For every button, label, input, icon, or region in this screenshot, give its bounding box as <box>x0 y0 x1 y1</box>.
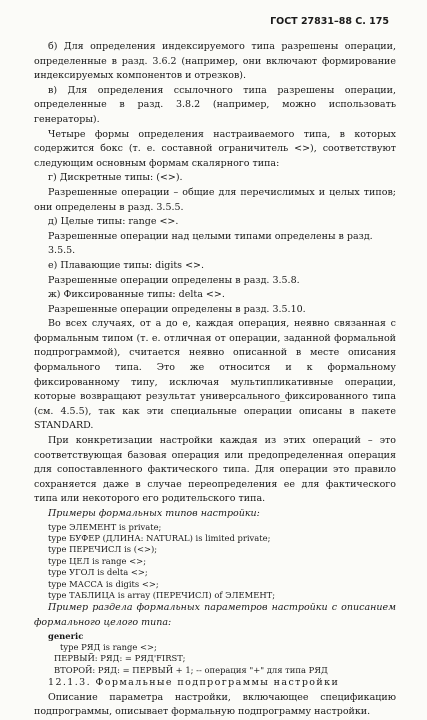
body-text <box>34 40 396 720</box>
example-heading: Пример раздела формальных параметров настройки с описанием формального целого типа: <box>34 602 396 629</box>
section-heading: 12.1.3. Формальные подпрограммы настройки <box>48 677 340 689</box>
paragraph-forms: Четыре формы определения настраиваемого типа, в которых содержится бокс (т. е. составной ограничитель <>), соответствуют следующим основным формам скалярного типа: <box>34 128 396 169</box>
code-generic: generic <box>48 630 84 641</box>
paragraph-all-cases: Во всех случаях, от а до е, каждая операция, неявно связанная с формальным типом (т. е. отличная от операции, заданной формальной подпрограммой), считается неявно описанной в месте описания формального типа. Это же относится и к формальному фиксированному типу, исключая мультипликативные операции, которые возвращают результат универсального_фиксированного типа (см. 4.5.5), так как эти специальные операции описаны в пакете STANDARD. <box>34 318 396 432</box>
page-header: ГОСТ 27831–88 С. 175 <box>270 16 389 27</box>
code-line: type БУФЕР (ДЛИНА: NATURAL) is limited private; <box>48 533 271 543</box>
paragraph-v: в) Для определения ссылочного типа разрешены операции, определенные в разд. 3.8.2 (например, можно использовать генераторы). <box>34 84 396 125</box>
code-line: type УГОЛ is delta <>; <box>48 567 148 578</box>
item-e: е) Плавающие типы: digits <>. <box>48 259 205 271</box>
item-g-ops: Разрешенные операции – общие для перечислимых и целых типов; они определены в разд. 3.5.5. <box>34 186 396 213</box>
code-line: type ТАБЛИЦА is array (ПЕРЕЧИСЛ) of ЭЛЕМЕНТ; <box>48 590 276 601</box>
code-line: type ЦЕЛ is range <>; <box>48 555 147 566</box>
item-e-ops: Разрешенные операции определены в разд. 3.5.8. <box>48 274 300 286</box>
code-line: type РЯД is range <>; <box>60 642 157 653</box>
item-zh: ж) Фиксированные типы: delta <>. <box>48 289 225 301</box>
examples-heading: Примеры формальных типов настройки: <box>48 508 260 519</box>
code-line: ВТОРОЙ: РЯД: = ПЕРВЫЙ + 1; -- операция "+" для типа РЯД <box>54 664 328 675</box>
code-line: type МАССА is digits <>; <box>48 578 159 589</box>
code-line: ПЕРВЫЙ: РЯД: = РЯД'FIRST; <box>54 653 186 664</box>
item-d-ops: Разрешенные операции над целыми типами определены в разд. 3.5.5. <box>48 230 373 257</box>
item-g: г) Дискретные типы: (<>). <box>48 172 183 184</box>
item-d: д) Целые типы: range <>. <box>48 216 179 228</box>
paragraph-b: б) Для определения индексируемого типа разрешены операции, определенные в разд. 3.6.2 (например, они включают формирование индексируемых компонентов и отрезков). <box>34 41 396 82</box>
paragraph-instantiation: При конкретизации настройки каждая из этих операций – это соответствующая базовая операция или предопределенная операция для сопоставленного фактического типа. Для операции это правило сохраняется даже в случае переопределения ее для фактического типа или некоторого его родительского типа. <box>34 435 396 505</box>
code-line: type ЭЛЕМЕНТ is private; <box>48 521 162 532</box>
code-line: type ПЕРЕЧИСЛ is (<>); <box>48 544 158 555</box>
item-zh-ops: Разрешенные операции определены в разд. 3.5.10. <box>48 303 306 315</box>
paragraph-subprogram: Описание параметра настройки, включающее спецификацию подпрограммы, описывает формальную подпрограмму настройки. <box>34 691 396 718</box>
